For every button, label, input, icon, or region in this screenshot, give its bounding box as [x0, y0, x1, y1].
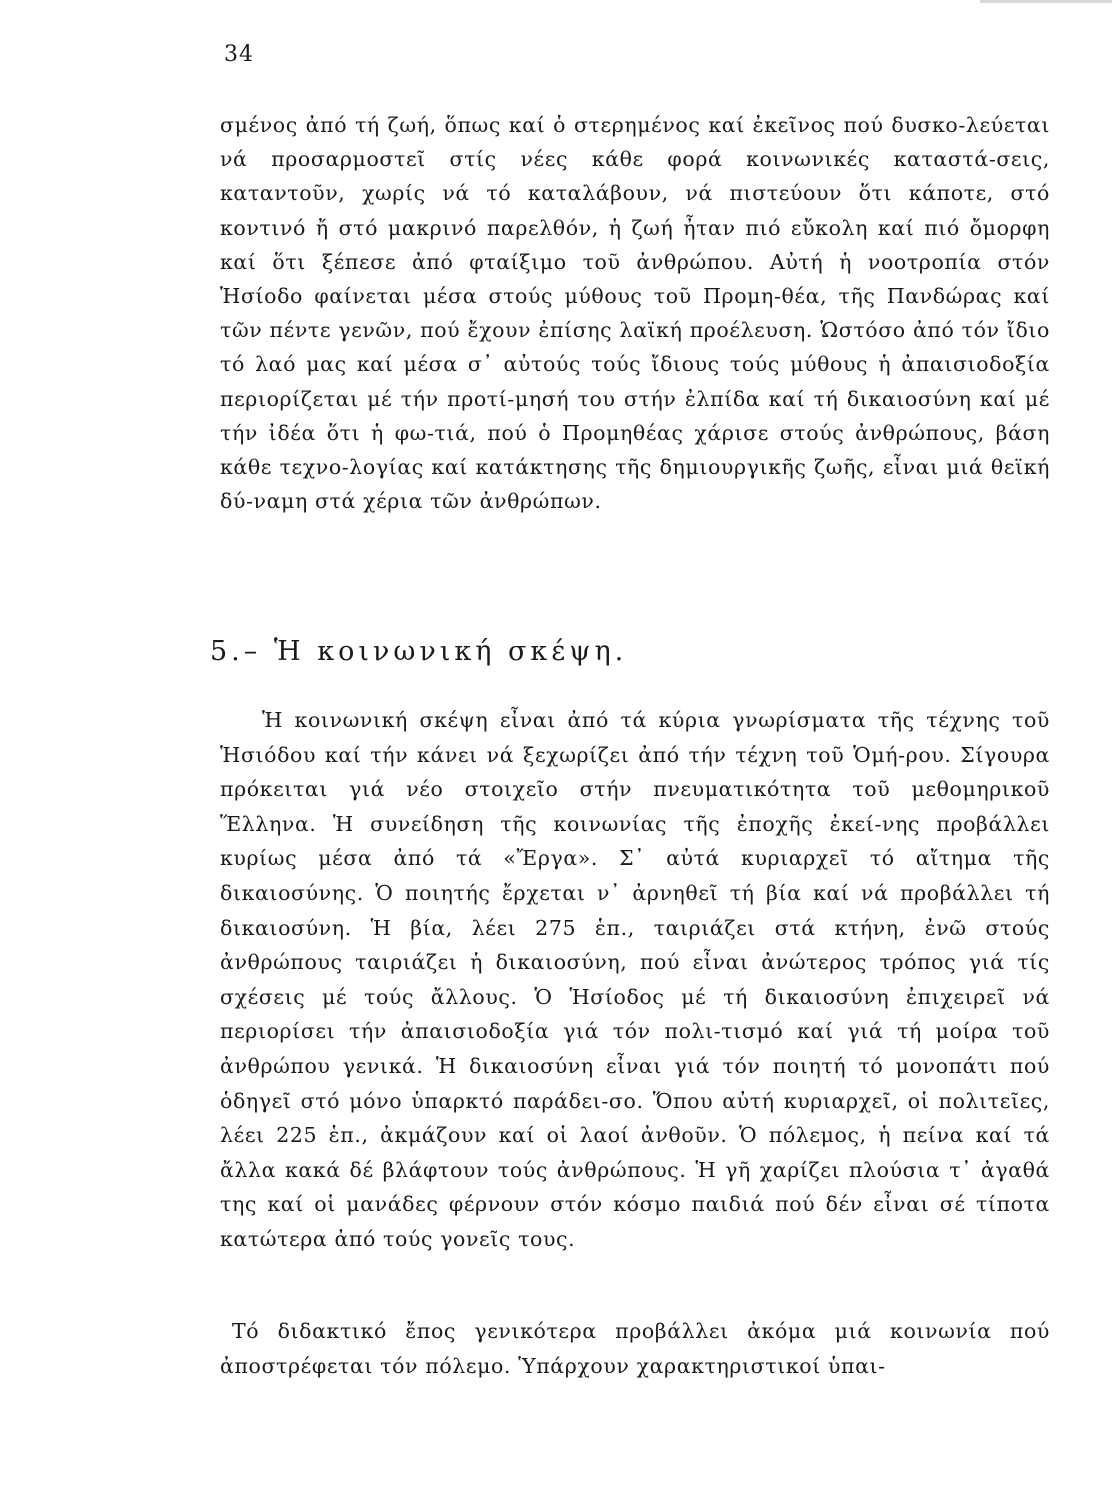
- body-paragraph-2: Ἡ κοινωνική σκέψη εἶναι ἀπό τά κύρια γνωρίσματα τῆς τέχνης τοῦ Ἡσιόδου καί τήν κάνει νά ξεχωρίζει ἀπό τήν τέχνη τοῦ Ὁμή-ρου. Σίγουρα πρόκειται γιά νέο στοιχεῖο στήν πνευματικότητα τοῦ μεθομηρικοῦ Ἕλληνα. Ἡ συνείδηση τῆς κοινωνίας τῆς ἐποχῆς ἐκεί-νης προβάλλει κυρίως μέσα ἀπό τά «Ἔργα». Σ᾽ αὐτά κυριαρχεῖ τό αἴτημα τῆς δικαιοσύνης. Ὁ ποιητής ἔρχεται ν᾽ ἀρνηθεῖ τή βία καί νά προβάλλει τή δικαιοσύνη. Ἡ βία, λέει 275 ἑπ., ταιριάζει στά κτήνη, ἐνῶ στούς ἀνθρώπους ταιριάζει ἡ δικαιοσύνη, πού εἶναι ἀνώτερος τρόπος γιά τίς σχέσεις μέ τούς ἄλλους. Ὁ Ἡσίοδος μέ τή δικαιοσύνη ἐπιχειρεῖ νά περιορίσει τήν ἀπαισιοδοξία γιά τόν πολι-τισμό καί γιά τή μοίρα τοῦ ἀνθρώπου γενικά. Ἡ δικαιοσύνη εἶναι γιά τόν ποιητή τό μονοπάτι πού ὁδηγεῖ στό μόνο ὑπαρκτό παράδει-σο. Ὅπου αὐτή κυριαρχεῖ, οἱ πολιτεῖες, λέει 225 ἑπ., ἀκμάζουν καί οἱ λαοί ἀνθοῦν. Ὁ πόλεμος, ἡ πείνα καί τά ἄλλα κακά δέ βλάφτουν τούς ἀνθρώπους. Ἡ γῆ χαρίζει πλούσια τ᾽ ἀγαθά της καί οἱ μανάδες φέρνουν στόν κόσμο παιδιά πού δέν εἶναι σέ τίποτα κατώτερα ἀπό τούς γονεῖς τους.: [220, 708, 1050, 1251]
- body-paragraph-1: σμένος ἀπό τή ζωή, ὅπως καί ὁ στερημένος καί ἐκεῖνος πού δυσκο-λεύεται νά προσαρμοστεῖ στίς νέες κάθε φορά κοινωνικές καταστά-σεις, καταντοῦν, χωρίς νά τό καταλάβουν, νά πιστεύουν ὅτι κάποτε, στό κοντινό ἤ στό μακρινό παρελθόν, ἡ ζωή ἦταν πιό εὔκολη καί πιό ὄμορφη καί ὅτι ξέπεσε ἀπό φταίξιμο τοῦ ἀνθρώπου. Αὐτή ἡ νοοτροπία στόν Ἡσίοδο φαίνεται μέσα στούς μύθους τοῦ Προμη-θέα, τῆς Πανδώρας καί τῶν πέντε γενῶν, πού ἔχουν ἐπίσης λαϊκή προέλευση. Ὡστόσο ἀπό τόν ἴδιο τό λαό μας καί μέσα σ᾽ αὐτούς τούς ἴδιους τούς μύθους ἡ ἀπαισιοδοξία περιορίζεται μέ τήν προτί-μησή του στήν ἐλπίδα καί τή δικαιοσύνη καί μέ τήν ἰδέα ὅτι ἡ φω-τιά, πού ὁ Προμηθέας χάρισε στούς ἀνθρώπους, βάση κάθε τεχνο-λογίας καί κατάκτησης τῆς δημιουργικῆς ζωῆς, εἶναι μιά θεϊκή δύ-ναμη στά χέρια τῶν ἀνθρώπων.: [220, 113, 1050, 514]
- scan-edge-shadow: [980, 0, 1112, 3]
- page-number: 34: [224, 42, 254, 67]
- section-heading: 5.– Ἡ κοινωνική σκέψη.: [210, 636, 628, 667]
- body-paragraph-3: Τό διδακτικό ἔπος γενικότερα προβάλλει ἀκόμα μιά κοινωνία πού ἀποστρέφεται τόν πόλεμο. Ὑπάρχουν χαρακτηριστικοί ὑπαι-: [220, 1319, 1050, 1378]
